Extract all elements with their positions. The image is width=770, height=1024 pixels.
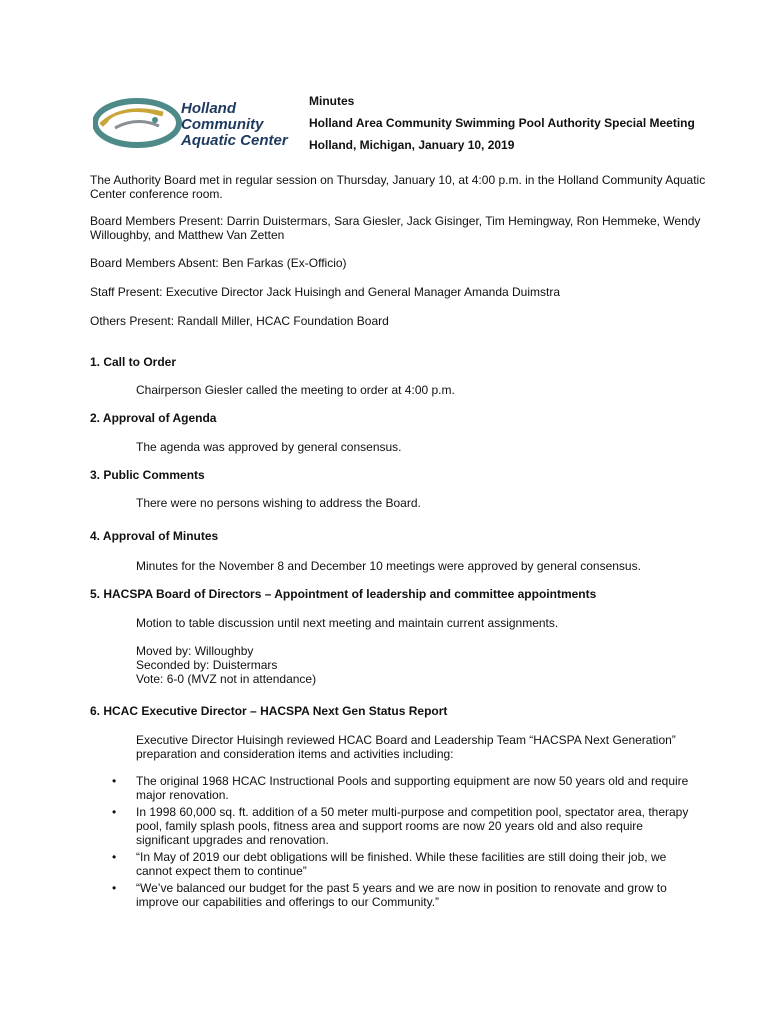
bullet-icon: •: [112, 774, 117, 788]
section-heading-approval-of-agenda: 2. Approval of Agenda: [90, 411, 217, 425]
list-item-text: “In May of 2019 our debt obligations will be finished. While these facilities are still doing their job, we cannot expect them to continue”: [136, 850, 667, 878]
list-item: [0, 774, 696, 802]
section-body-call-to-order: Chairperson Giesler called the meeting to order at 4:00 p.m.: [136, 383, 455, 397]
list-item: [0, 805, 696, 847]
staff-present: Staff Present: Executive Director Jack Huisingh and General Manager Amanda Duimstra: [90, 285, 561, 299]
section-heading-public-comments: 3. Public Comments: [90, 468, 205, 482]
section-body-approval-of-agenda: The agenda was approved by general consensus.: [136, 440, 402, 454]
intro-paragraph: The Authority Board met in regular session on Thursday, January 10, at 4:00 p.m. in the Holland Community Aquatic Center conference room.: [90, 173, 706, 201]
motion-moved-by: Moved by: Willoughby: [136, 644, 254, 658]
bullet-icon: •: [112, 850, 117, 864]
list-item-text: The original 1968 HCAC Instructional Pools and supporting equipment are now 50 years old and require major renovation.: [136, 774, 689, 802]
members-present: Board Members Present: Darrin Duistermars, Sara Giesler, Jack Gisinger, Tim Hemingway, Ron Hemmeke, Wendy Willoughby, and Matthew Van Zetten: [90, 214, 701, 242]
motion-seconded-by: Seconded by: Duistermars: [136, 658, 278, 672]
holland-community-aquatic-center-logo: [93, 98, 295, 148]
section-heading-next-gen-report: 6. HCAC Executive Director – HACSPA Next Gen Status Report: [90, 704, 448, 718]
next-gen-bullet-list: [0, 774, 770, 912]
logo-text-line2: Community: [181, 116, 264, 133]
logo-swimmer-icon: [152, 117, 158, 123]
meeting-name: Holland Area Community Swimming Pool Authority Special Meeting: [309, 116, 695, 130]
bullet-icon: •: [112, 805, 117, 819]
section-body-next-gen-report: Executive Director Huisingh reviewed HCAC Board and Leadership Team “HACSPA Next Generation” preparation and consideration items and activities including:: [136, 733, 676, 761]
bullet-icon: •: [112, 881, 117, 895]
list-item-text: “We’ve balanced our budget for the past 5 years and we are now in position to renovate and grow to improve our capabilities and offerings to our Community.”: [136, 881, 667, 909]
section-body-board-appointments: Motion to table discussion until next meeting and maintain current assignments.: [136, 616, 559, 630]
section-heading-board-appointments: 5. HACSPA Board of Directors – Appointment of leadership and committee appointments: [90, 587, 597, 601]
doc-title: Minutes: [309, 94, 355, 108]
list-item: [0, 850, 696, 878]
meeting-place-date: Holland, Michigan, January 10, 2019: [309, 138, 515, 152]
section-body-approval-of-minutes: Minutes for the November 8 and December 10 meetings were approved by general consensus.: [136, 559, 641, 573]
section-heading-call-to-order: 1. Call to Order: [90, 355, 177, 369]
logo-text-line3: Aquatic Center: [181, 132, 288, 148]
others-present: Others Present: Randall Miller, HCAC Foundation Board: [90, 314, 389, 328]
members-absent: Board Members Absent: Ben Farkas (Ex-Officio): [90, 256, 347, 270]
list-item: [0, 881, 696, 909]
motion-vote: Vote: 6-0 (MVZ not in attendance): [136, 672, 317, 686]
section-heading-approval-of-minutes: 4. Approval of Minutes: [90, 529, 219, 543]
section-body-public-comments: There were no persons wishing to address the Board.: [136, 496, 421, 510]
list-item-text: In 1998 60,000 sq. ft. addition of a 50 meter multi-purpose and competition pool, spectator area, therapy pool, family splash pools, fitness area and support rooms are now 20 years old and also require significant upgrades and renovation.: [136, 805, 689, 847]
logo-text-line1: Holland: [181, 100, 236, 117]
